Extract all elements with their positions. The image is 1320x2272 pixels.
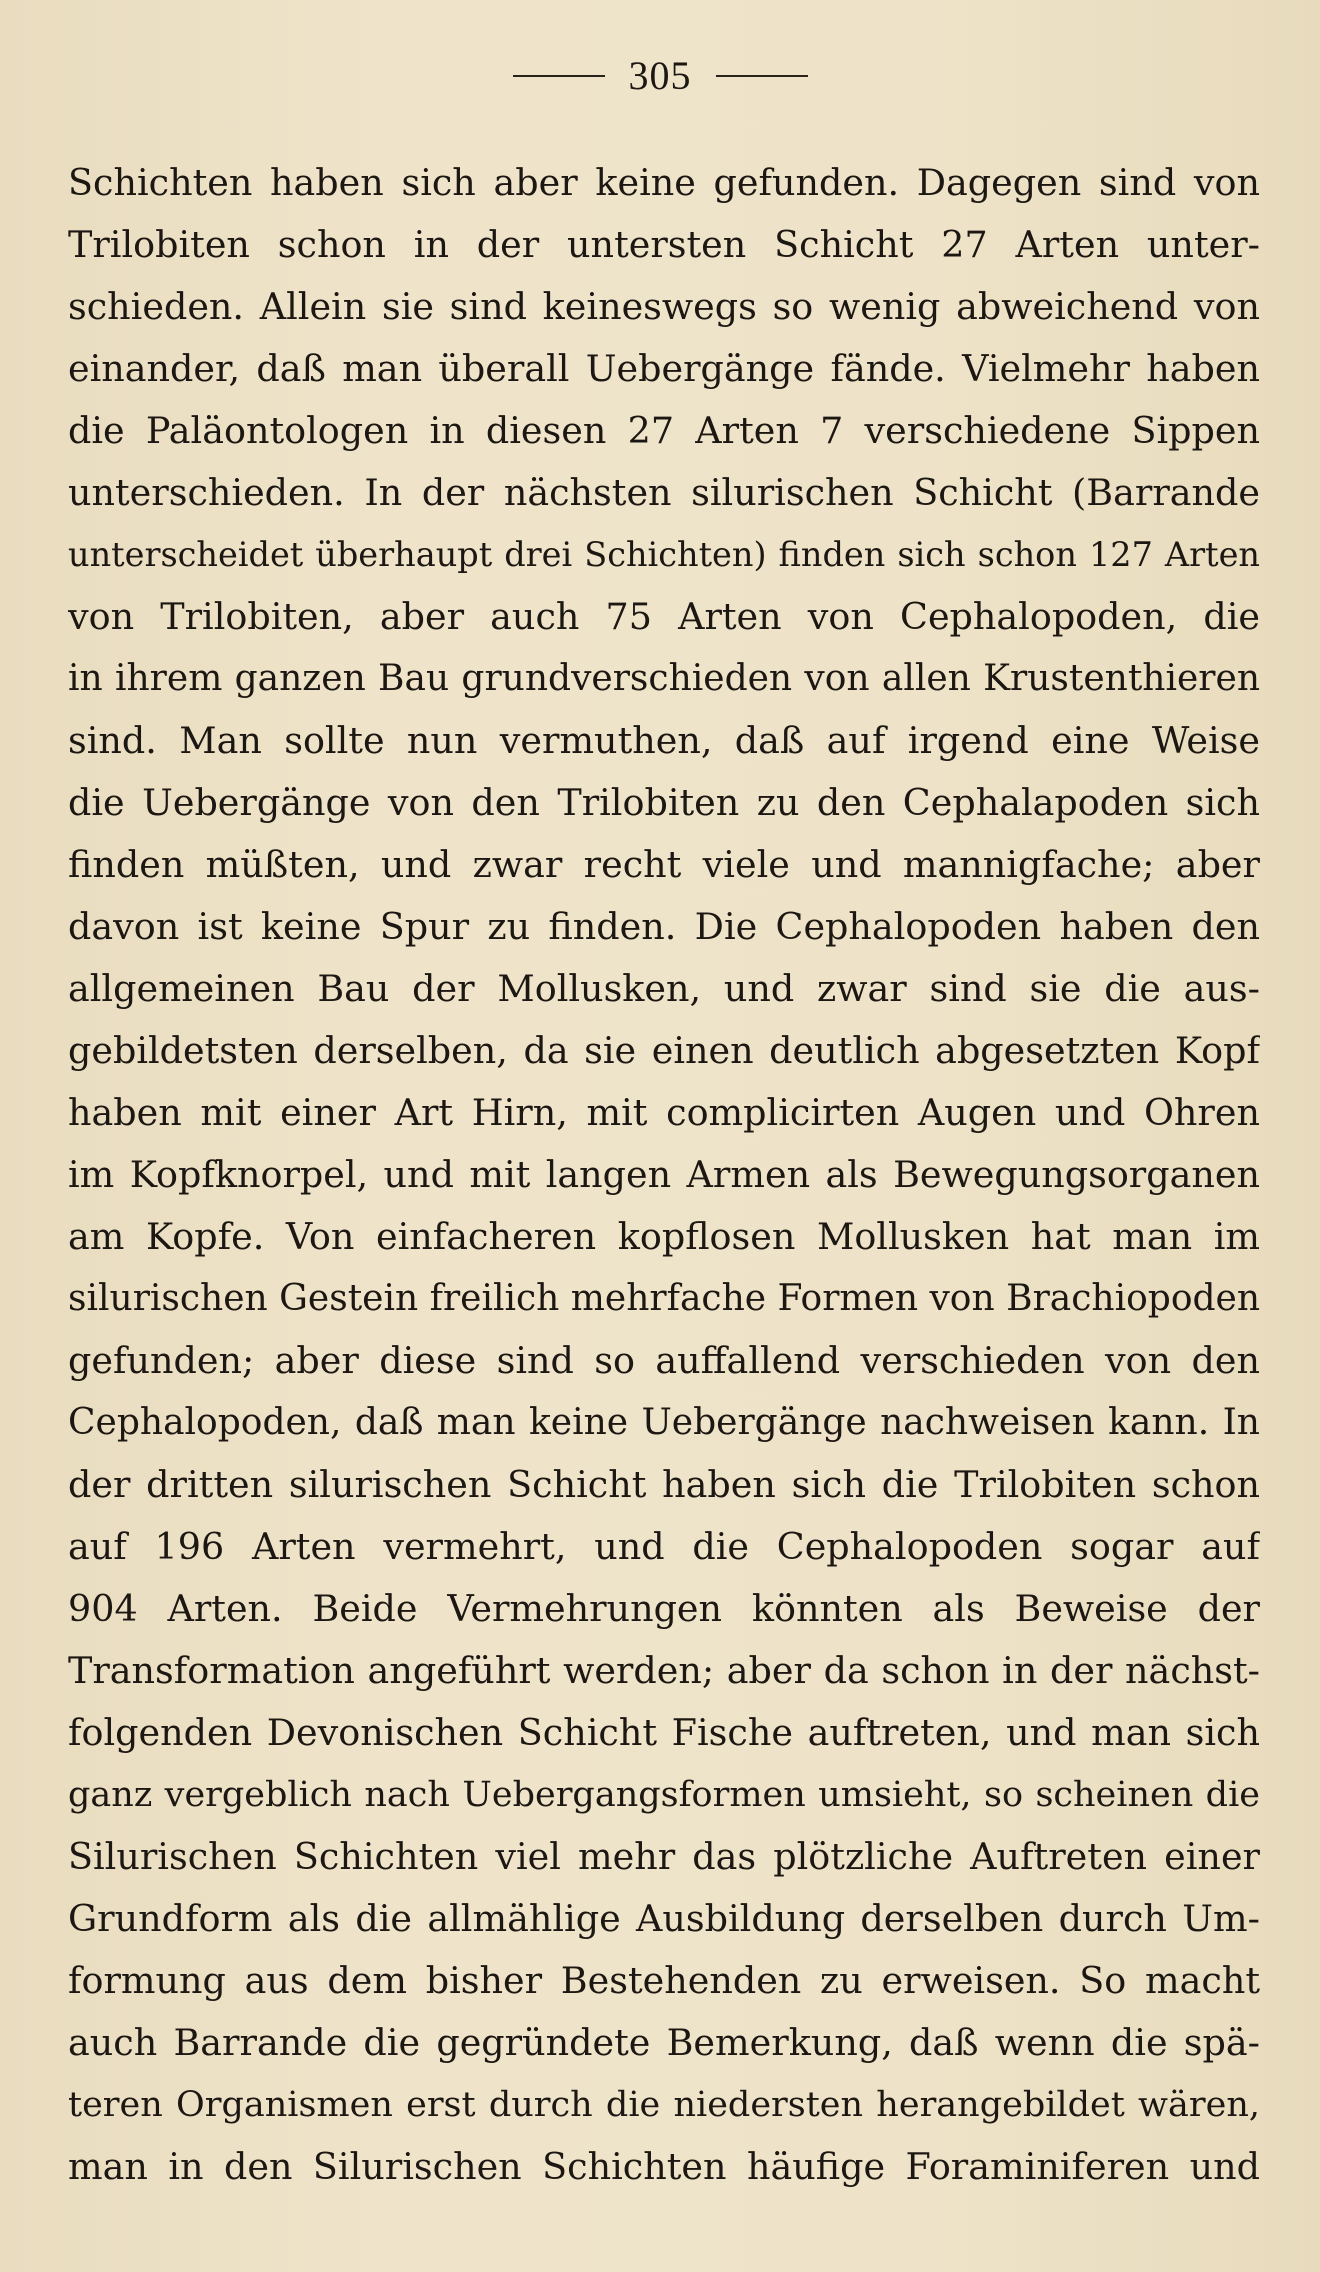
text-line: 904 Arten. Beide Vermehrungen könnten als Beweise der [68,1587,1260,1630]
text-line: ganz vergeblich nach Uebergangsformen umsieht, so scheinen die [68,1775,1260,1815]
text-line: folgenden Devonischen Schicht Fische auftreten, und man sich [68,1711,1260,1754]
text-line: Transformation angeführt werden; aber da schon in der nächst- [68,1649,1260,1692]
text-line: allgemeinen Bau der Mollusken, und zwar sind sie die aus- [68,967,1260,1010]
text-line: silurischen Gestein freilich mehrfache Formen von Brachiopoden [68,1278,1260,1319]
page-number: 305 [628,53,692,98]
text-line: unterschieden. In der nächsten silurischen Schicht (Barrande [68,471,1260,514]
right-rule [716,75,808,77]
text-line: die Paläontologen in diesen 27 Arten 7 verschiedene Sippen [68,409,1260,452]
left-rule [513,75,605,77]
text-line: gebildetsten derselben, da sie einen deutlich abgesetzten Kopf [68,1029,1260,1072]
text-line: in ihrem ganzen Bau grundverschieden von allen Krustenthieren [68,658,1260,699]
text-line: auf 196 Arten vermehrt, und die Cephalopoden sogar auf [68,1525,1260,1568]
text-line: unterscheidet überhaupt drei Schichten) finden sich schon 127 Arten [68,535,1260,574]
text-line: die Uebergänge von den Trilobiten zu den Cephalapoden sich [68,781,1260,824]
text-line: auch Barrande die gegründete Bemerkung, daß wenn die spä- [68,2021,1260,2064]
text-line: am Kopfe. Von einfacheren kopflosen Mollusken hat man im [68,1215,1260,1258]
text-line: Grundform als die allmählige Ausbildung derselben durch Um- [68,1897,1260,1940]
text-line: teren Organismen erst durch die niedersten herangebildet wären, [68,2085,1260,2125]
text-line: Cephalopoden, daß man keine Uebergänge nachweisen kann. In [68,1402,1260,1443]
text-line: finden müßten, und zwar recht viele und mannigfache; aber [68,843,1260,886]
text-line: haben mit einer Art Hirn, mit complicirten Augen und Ohren [68,1091,1260,1134]
text-line: einander, daß man überall Uebergänge fände. Vielmehr haben [68,347,1260,390]
text-line: Trilobiten schon in der untersten Schicht 27 Arten unter- [68,223,1260,266]
text-line: im Kopfknorpel, und mit langen Armen als Bewegungsorganen [68,1153,1260,1196]
running-head [0,48,1320,104]
text-line: sind. Man sollte nun vermuthen, daß auf irgend eine Weise [68,719,1260,762]
text-line: Schichten haben sich aber keine gefunden. Dagegen sind von [68,161,1260,204]
text-line: davon ist keine Spur zu finden. Die Cephalopoden haben den [68,905,1260,948]
body-text [68,152,1260,2198]
text-line: von Trilobiten, aber auch 75 Arten von Cephalopoden, die [68,595,1260,638]
text-line: Silurischen Schichten viel mehr das plötzliche Auftreten einer [68,1835,1260,1878]
text-line: man in den Silurischen Schichten häufige Foraminiferen und [68,2145,1260,2188]
text-line: formung aus dem bisher Bestehenden zu erweisen. So macht [68,1959,1260,2002]
text-line: schieden. Allein sie sind keineswegs so wenig abweichend von [68,285,1260,328]
text-line: der dritten silurischen Schicht haben sich die Trilobiten schon [68,1463,1260,1506]
text-line: gefunden; aber diese sind so auffallend verschieden von den [68,1339,1260,1382]
